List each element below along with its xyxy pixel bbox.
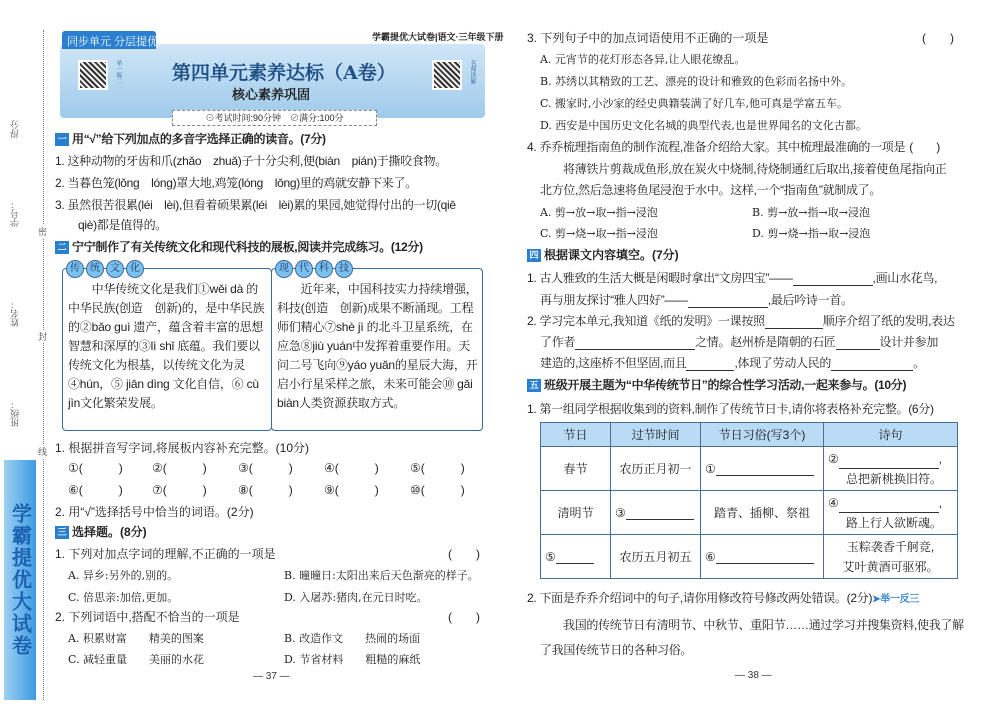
panel-title: 传 统 文 化 <box>66 260 144 278</box>
qr-right-label: 名师讲解 <box>469 60 475 84</box>
fill-blank[interactable] <box>575 338 695 350</box>
fill-line: 建造的,这座桥不但坚固,而且 ,体现了劳动人民的 。 <box>540 356 925 370</box>
custom-cell: 踏青、插柳、祭祖 <box>701 491 824 535</box>
custom-cell[interactable]: ⑥ <box>701 535 824 579</box>
answer-blank[interactable]: ⑩( ) <box>410 483 465 497</box>
qr-code-right <box>432 60 462 90</box>
question-line: 1. 下列对加点字词的理解,不正确的一项是 <box>55 547 276 561</box>
full-score: ⊘满分:100分 <box>290 113 344 123</box>
option: C. 剪→烧→取→指→浸泡 <box>540 227 658 240</box>
page-subtitle: 核心素养巩固 <box>232 87 311 102</box>
passage-line: 了我国传统节日的各种习俗。 <box>540 643 693 657</box>
answer-paren[interactable]: ( ) <box>909 140 940 154</box>
option: A. 元宵节的花灯形态各异,让人眼花缭乱。 <box>540 53 746 66</box>
option: D. 西安是中国历史文化名城的典型代表,也是世界闻名的文化古都。 <box>540 119 867 132</box>
qr-left-label: 单一练二 <box>115 60 121 84</box>
festival-cell: 清明节 <box>541 491 611 535</box>
date-cell: 农历正月初一 <box>611 447 701 491</box>
score-label: 得分 <box>10 120 20 138</box>
question-line: 1. 根据拼音写字词,将展板内容补充完整。(10分) <box>55 441 310 455</box>
date-cell[interactable]: ③ <box>611 491 701 535</box>
col-header: 节日习俗(写3个) <box>701 423 824 447</box>
festival-table <box>540 422 958 579</box>
page-number: — 38 — <box>735 670 772 681</box>
answer-blank[interactable]: ⑦( ) <box>152 483 207 497</box>
option: B. 曈曈日:太阳出来后天色渐亮的样子。 <box>284 569 479 582</box>
table-row <box>541 447 958 491</box>
name-label: 姓名： <box>10 300 20 327</box>
fill-blank[interactable] <box>793 274 873 286</box>
series-tab: 同步单元 分层提优 <box>62 31 156 49</box>
exam-info <box>172 110 377 126</box>
col-header: 节日 <box>541 423 611 447</box>
fill-line: 再与朋友探讨“雅人四好”—— ,最后吟诗一首。 <box>540 293 853 307</box>
answer-blank[interactable]: ⑧( ) <box>238 483 293 497</box>
page-title: 第四单元素养达标（A卷） <box>172 62 396 84</box>
question-line: 3. 下列句子中的加点词语使用不正确的一项是 <box>527 31 769 45</box>
option: A. 积累财富 精美的图案 <box>68 632 204 645</box>
question-line: 4. 乔乔梳理指南鱼的制作流程,准备介绍给大家。其中梳理最准确的一项是 ( ) <box>527 140 940 154</box>
question-line: 1. 这种动物的牙齿和爪(zhǎo zhuǎ)子十分尖利,便(biàn pián)于撕咬食物。 <box>55 154 447 168</box>
question-line: 2. 当暮色笼(lǒng lóng)罩大地,鸡笼(lóng lǒng)里的鸡就安静下来了。 <box>55 176 417 190</box>
fill-line: 2. 学习完本单元,我知道《纸的发明》一课按照 顺序介绍了纸的发明,表达 <box>527 314 955 328</box>
option: B. 改造作文 热闹的场面 <box>284 632 421 645</box>
festival-cell[interactable]: ⑤ <box>541 535 611 579</box>
book-series: 学霸提优大试卷|语文·三年级下册 <box>372 32 504 42</box>
col-header: 诗句 <box>824 423 958 447</box>
custom-cell[interactable]: ① <box>701 447 824 491</box>
option: C. 搬家时,小沙家的经史典籍装满了好几车,他可真是学富五车。 <box>540 97 849 110</box>
question-line: 2. 下列词语中,搭配不恰当的一项是 <box>55 610 240 624</box>
fill-line: 1. 古人雅致的生活大概是闲暇时拿出“文房四宝”—— ,画山水花鸟, <box>527 271 938 285</box>
question-line: 2. 用“√”选择括号中恰当的词语。(2分) <box>55 505 254 519</box>
answer-blank[interactable]: ⑤( ) <box>410 461 465 475</box>
festival-cell: 春节 <box>541 447 611 491</box>
option: A. 剪→放→取→指→浸泡 <box>540 206 658 219</box>
answer-blank[interactable]: ⑨( ) <box>324 483 379 497</box>
exam-time: ⊙考试时间:90分钟 <box>205 113 281 123</box>
answer-paren[interactable]: ( ) <box>448 610 480 624</box>
section-4-heading: 四 根据课文内容填空。(7分) <box>527 246 679 263</box>
page-number: — 37 — <box>253 671 290 682</box>
seal-char: 封 <box>38 332 48 342</box>
answer-blank[interactable]: ③( ) <box>238 461 293 475</box>
fill-blank[interactable] <box>688 296 768 308</box>
question-line: 1. 第一组同学根据收集到的资料,制作了传统节日卡,请你将表格补充完整。(6分) <box>527 402 934 416</box>
series-logo: 学霸提优大试卷 <box>4 460 36 700</box>
traditional-culture-panel <box>62 263 272 431</box>
answer-blank[interactable]: ⑥( ) <box>68 483 123 497</box>
passage-line: 将薄铁片剪裁成鱼形,放在炭火中烧制,待烧制通红后取出,接着使鱼尾指向正 <box>563 162 947 176</box>
question-line: 2. 下面是乔乔介绍词中的句子,请你用修改符号修改两处错误。(2分)➤举一反三 <box>527 591 920 605</box>
fill-blank[interactable] <box>686 359 734 371</box>
option: B. 剪→放→指→取→浸泡 <box>752 206 870 219</box>
option: D. 入屠苏:猪肉,在元日时吃。 <box>284 591 428 604</box>
option: C. 减轻重量 美丽的水花 <box>68 653 205 666</box>
passage-line: 我国的传统节日有清明节、中秋节、重阳节……通过学习并搜集资料,使我了解 <box>563 618 964 632</box>
question-line: qiè)都是值得的。 <box>78 218 168 232</box>
section-5-heading: 五 班级开展主题为“中华传统节日”的综合性学习活动,一起来参与。(10分) <box>527 376 906 393</box>
seal-char: 密 <box>38 227 48 237</box>
option: B. 苏绣以其精致的工艺、漂亮的设计和雅致的色彩而名扬中外。 <box>540 75 853 88</box>
answer-paren[interactable]: ( ) <box>448 547 480 561</box>
seal-char: 线 <box>38 447 48 457</box>
class-label: 班级： <box>10 400 20 427</box>
option: D. 剪→烧→指→取→浸泡 <box>752 227 871 240</box>
panel-text: 近年来，中国科技实力持续增强，科技(创造 创新)成果不断涌现。工程师们精心⑦shè jì 的北斗卫星系统，在应急⑧jiù yuán中发挥着重要作用。天问二号飞向⑨yáo yuǎn的星辰大海，开启小行星采样之旅，未来可能会⑩ gǎi biàn人类资源获取方式。 <box>277 282 478 410</box>
table-header-row <box>541 423 958 447</box>
binding-margin <box>0 0 50 707</box>
seal-line <box>43 30 44 700</box>
poem-cell[interactable]: ② , 总把新桃换旧符。 <box>824 447 958 491</box>
answer-blank[interactable]: ①( ) <box>68 461 123 475</box>
fill-blank[interactable] <box>765 317 823 329</box>
option: A. 异乡:另外的,别的。 <box>68 569 179 582</box>
answer-blank[interactable]: ④( ) <box>324 461 379 475</box>
table-row <box>541 491 958 535</box>
student-no-label: 学号： <box>10 200 20 227</box>
answer-blank[interactable]: ②( ) <box>152 461 207 475</box>
fill-blank[interactable] <box>831 359 913 371</box>
table-row <box>541 535 958 579</box>
qr-code-left <box>78 60 108 90</box>
col-header: 过节时间 <box>611 423 701 447</box>
section-2-heading: 二 宁宁制作了有关传统文化和现代科技的展板,阅读并完成练习。(12分) <box>55 238 423 255</box>
question-line: 3. 虽然很苦很累(léi lèi),但看着硕果累(léi lèi)累的果园,她觉得付出的一切(qiē <box>55 198 456 212</box>
panel-title: 现 代 科 技 <box>275 260 353 278</box>
option: C. 倍思亲:加倍,更加。 <box>68 591 179 604</box>
section-3-heading: 三 选择题。(8分) <box>55 523 147 540</box>
fill-line: 了作者 之情。赵州桥是隋朝的石匠 设计并参加 <box>540 335 939 349</box>
answer-paren[interactable]: ( ) <box>922 31 954 45</box>
panel-text: 中华传统文化是我们①wěi dà 的中华民族(创造 创新)的，是中华民族的②bǎo guì 遗产，蕴含着丰富的思想智慧和深厚的③lì shǐ 底蕴。我们要以传统文化为根基，以传统文化为灵④hún，⑤ jiān dìng 文化自信，⑥ cù jìn文化繁荣发展。 <box>68 282 265 410</box>
poem-cell[interactable]: ④ , 路上行人欲断魂。 <box>824 491 958 535</box>
poem-cell: 玉粽袭香千舸竞, 艾叶黄酒可驱邪。 <box>824 535 958 579</box>
modern-tech-panel <box>271 263 483 431</box>
practice-tag: ➤举一反三 <box>872 594 920 605</box>
section-1-heading: 一 用“√”给下列加点的多音字选择正确的读音。(7分) <box>55 130 326 147</box>
option: D. 节省材料 粗糙的麻纸 <box>284 653 421 666</box>
date-cell: 农历五月初五 <box>611 535 701 579</box>
fill-blank[interactable] <box>836 338 880 350</box>
passage-line: 北方位,然后急速将鱼尾浸泡于水中。这样,一个“指南鱼”就制成了。 <box>540 183 882 197</box>
